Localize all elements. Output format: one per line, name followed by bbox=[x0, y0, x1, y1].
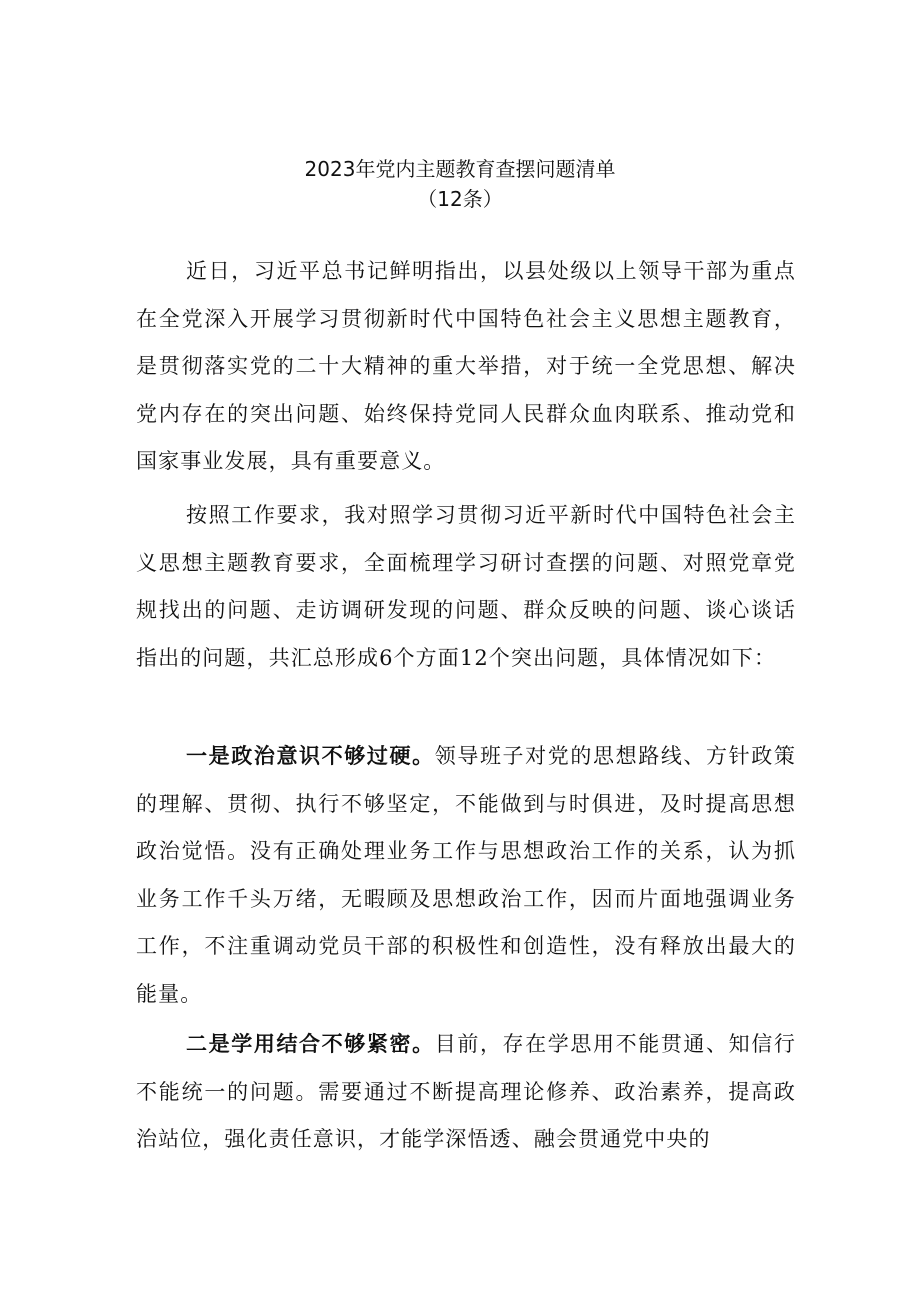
issue-2-heading: 二是学用结合不够紧密。 bbox=[186, 1031, 435, 1056]
issue-1-text: 领导班子对党的思想路线、方针政策的理解、贯彻、执行不够坚定，不能做到与时俱进，及时提高思想政治觉悟。没有正确处理业务工作与思想政治工作的关系，认为抓业务工作千头万绪，无暇顾及思想政治工作，因而片面地强调业务工作，不注重调动党员干部的积极性和创造性，没有释放出最大的能量。 bbox=[136, 744, 796, 1006]
paragraph-issue-1 bbox=[136, 732, 796, 1018]
paragraph-issue-2 bbox=[136, 1020, 796, 1164]
document-title: 2023年党内主题教育查摆问题清单 bbox=[304, 157, 616, 181]
paragraph-summary bbox=[136, 492, 796, 682]
issue-1-heading: 一是政治意识不够过硬。 bbox=[186, 743, 435, 768]
paragraph-intro-text: 近日，习近平总书记鲜明指出，以县处级以上领导干部为重点在全党深入开展学习贯彻新时代中国特色社会主义思想主题教育，是贯彻落实党的二十大精神的重大举措，对于统一全党思想、解决党内存在的突出问题、始终保持党同人民群众血肉联系、推动党和国家事业发展，具有重要意义。 bbox=[136, 259, 796, 473]
issue-2-text: 目前，存在学思用不能贯通、知信行不能统一的问题。需要通过不断提高理论修养、政治素养，提高政治站位，强化责任意识，才能学深悟透、融会贯通党中央的 bbox=[136, 1032, 796, 1151]
document-subtitle: （12条） bbox=[417, 187, 503, 211]
paragraph-summary-text: 按照工作要求，我对照学习贯彻习近平新时代中国特色社会主义思想主题教育要求，全面梳理学习研讨查摆的问题、对照党章党规找出的问题、走访调研发现的问题、群众反映的问题、谈心谈话指出的问题，共汇总形成6个方面12个突出问题，具体情况如下： bbox=[136, 503, 796, 670]
paragraph-intro bbox=[136, 248, 796, 486]
